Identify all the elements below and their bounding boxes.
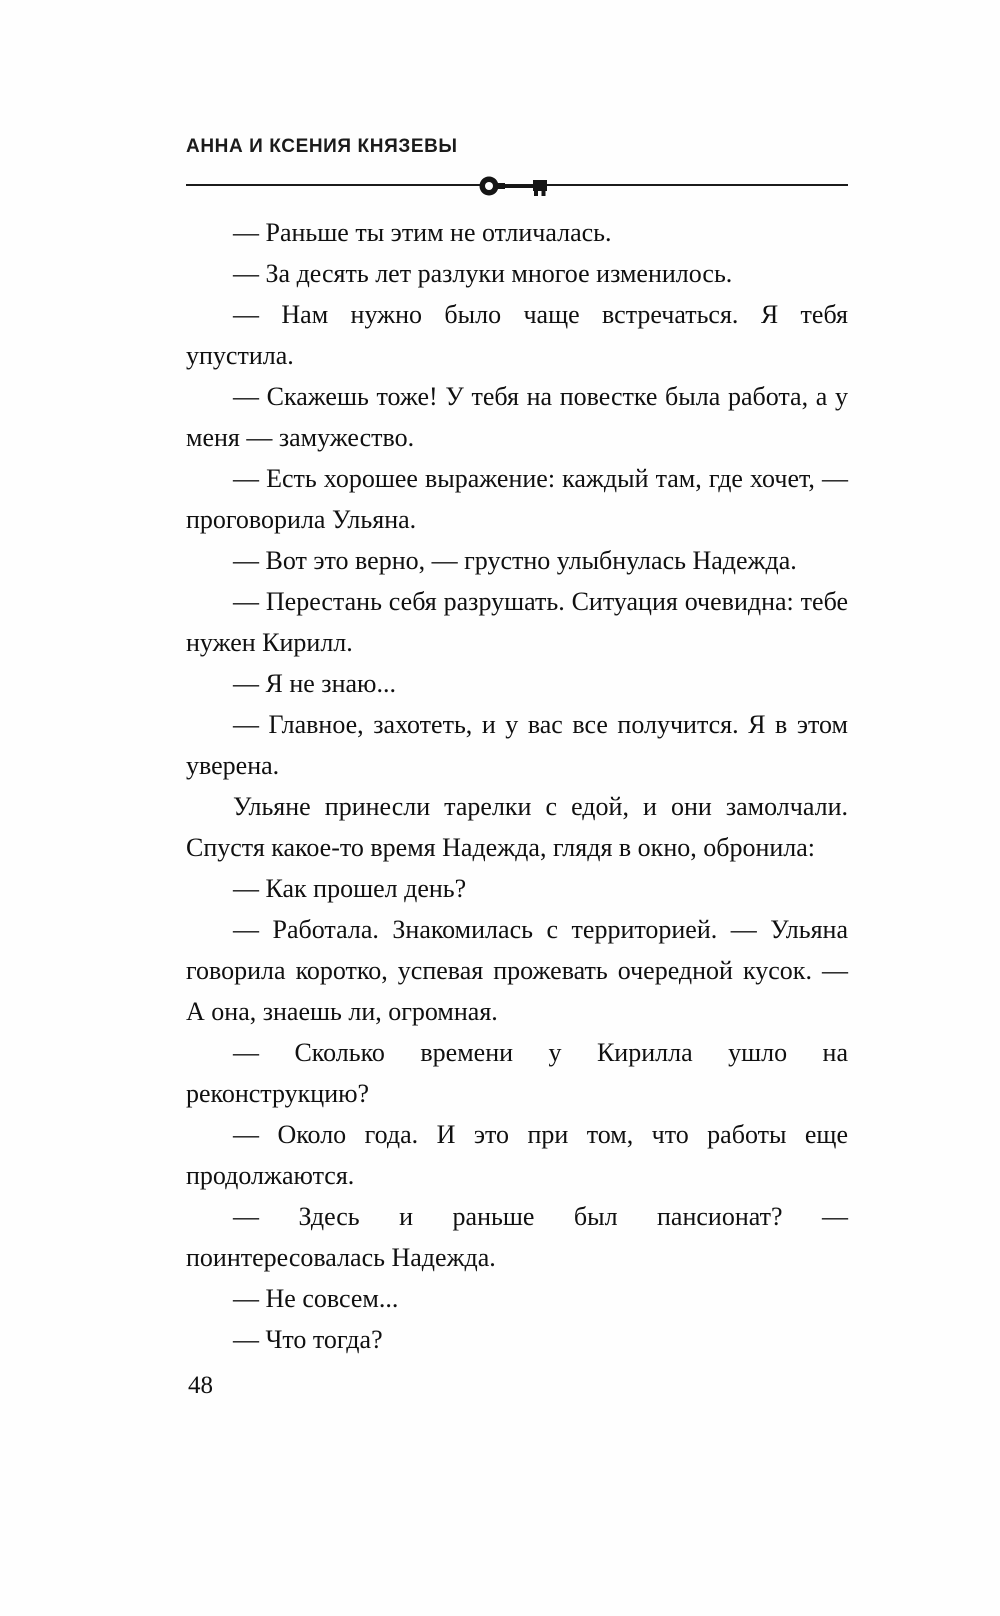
paragraph: — Главное, захотеть, и у вас все получится. Я в этом уверена. xyxy=(186,710,848,780)
paragraph: — Есть хорошее выражение: каждый там, где хочет, — проговорила Ульяна. xyxy=(186,464,848,534)
paragraph: — Сколько времени у Кирилла ушло на реконструкцию? xyxy=(186,1038,848,1108)
paragraph: — Не совсем... xyxy=(233,1284,399,1313)
running-head-title: АННА И КСЕНИЯ КНЯЗЕВЫ xyxy=(186,136,458,157)
paragraph: — Раньше ты этим не отличалась. xyxy=(233,218,612,247)
body-text xyxy=(186,212,848,1360)
paragraph: — Как прошел день? xyxy=(233,874,467,903)
paragraph: — Скажешь тоже! У тебя на повестке была работа, а у меня — замужество. xyxy=(186,382,848,452)
paragraph: — Здесь и раньше был пансионат? — поинтересовалась Надежда. xyxy=(186,1202,848,1272)
paragraph: — Я не знаю... xyxy=(233,669,396,698)
paragraph: — Около года. И это при том, что работы еще продолжаются. xyxy=(186,1120,848,1190)
key-ornament-icon xyxy=(477,173,557,204)
paragraph: — Вот это верно, — грустно улыбнулась Надежда. xyxy=(233,546,797,575)
paragraph: — Перестань себя разрушать. Ситуация очевидна: тебе нужен Кирилл. xyxy=(186,587,848,657)
header-rule xyxy=(186,172,848,200)
paragraph: Ульяне принесли тарелки с едой, и они замолчали. Спустя какое-то время Надежда, глядя в окно, обронила: xyxy=(186,792,848,862)
paragraph: — Нам нужно было чаще встречаться. Я тебя упустила. xyxy=(186,300,848,370)
paragraph: — За десять лет разлуки многое изменилось. xyxy=(233,259,733,288)
paragraph: — Что тогда? xyxy=(233,1325,383,1354)
page-number: 48 xyxy=(188,1372,213,1399)
paragraph: — Работала. Знакомилась с территорией. — Ульяна говорила коротко, успевая прожевать очередной кусок. — А она, знаешь ли, огромная. xyxy=(186,915,848,1026)
